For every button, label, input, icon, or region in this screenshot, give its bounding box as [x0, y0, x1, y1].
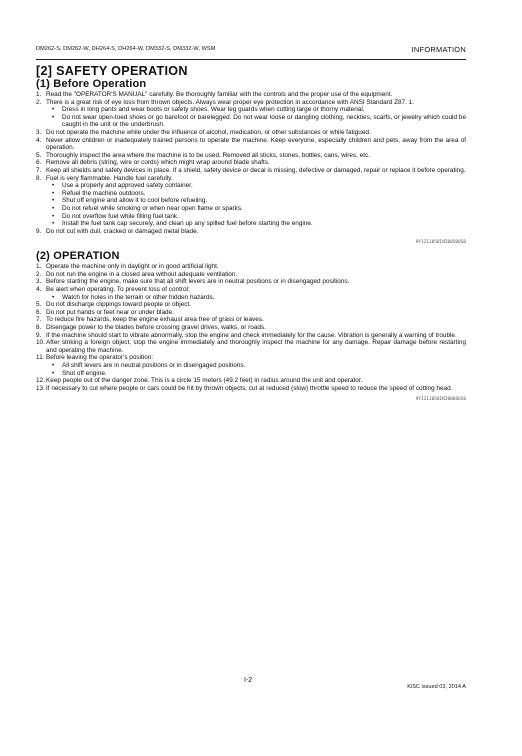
- item-text: Do not run the engine in a closed area without adequate ventilation.: [46, 270, 238, 278]
- list-item: [36, 324, 466, 332]
- item-number: 6.: [36, 159, 42, 167]
- item-text: Be alert when operating. To prevent loss of control:: [46, 286, 190, 294]
- before-operation-heading: (1) Before Operation: [36, 78, 147, 90]
- item-number: 12.: [36, 377, 45, 385]
- list-item: [36, 278, 466, 286]
- item-number: 3.: [36, 278, 42, 286]
- sub-item: [51, 114, 466, 129]
- sub-item-text: Do not refuel while smoking or when near open flame or sparks.: [62, 204, 243, 212]
- list-item: [36, 339, 466, 354]
- item-text: Do not cut with dull, cracked or damaged metal blade.: [46, 227, 199, 235]
- sub-item-text: Use a properly and approved safety container.: [62, 182, 193, 190]
- bullet-icon: •: [52, 362, 55, 369]
- bullet-icon: •: [52, 182, 55, 190]
- list-item: [36, 286, 466, 301]
- item-text: Operate the machine only in daylight or in good artificial light.: [46, 263, 219, 271]
- sub-item: [51, 294, 466, 302]
- bullet-icon: •: [52, 197, 55, 205]
- list-item: [36, 332, 466, 340]
- sub-item: [51, 362, 466, 370]
- item-text: Before starting the engine, make sure that all shift levers are in neutral positions or in disengaged positions.: [46, 278, 350, 286]
- item-text: Do not operate the machine while under the influence of alcohol, medication, or other substances or while fatigued.: [46, 128, 371, 136]
- item-text: Never allow children or inadequately trained persons to operate the machine. Keep everyone, especially children and pets, away from the area of operation.: [46, 136, 466, 152]
- item-text: If necessary to cut where people or cars could be hit by thrown objects, cut at reduced (slow) throttle speed to reduce the speed of cutting head.: [46, 384, 453, 392]
- item-text: Do not discharge clippings toward people or object.: [46, 301, 191, 309]
- sub-item: [51, 106, 466, 114]
- item-number: 11.: [36, 354, 45, 362]
- item-number: 2.: [36, 98, 42, 106]
- item-text: Disengage power to the blades before crossing gravel drives, walks, or roads.: [46, 324, 266, 332]
- item-text: After striking a foreign object, stop the engine immediately and thoroughly inspect the machine for any damage. Repair damage before restarting and operating the machine.: [46, 339, 466, 354]
- item-number: 8.: [36, 174, 42, 182]
- item-text: There is a great risk of eye loss from thrown objects. Always wear proper eye protection in accordance with ANSI Standard Z87. 1.: [46, 98, 414, 106]
- item-number: 7.: [36, 316, 42, 324]
- sub-item: [51, 190, 466, 198]
- bullet-icon: •: [52, 220, 55, 228]
- sub-item: [51, 205, 466, 213]
- item-text: Read the "OPERATOR'S MANUAL" carefully. Be thoroughly familiar with the controls and the proper use of the equipment.: [46, 91, 393, 98]
- list-item: [36, 152, 466, 160]
- sub-list: [46, 182, 466, 228]
- list-item: [36, 159, 466, 167]
- sub-item: [51, 182, 466, 190]
- item-text: Remove all debris (string, wire or cords) which might wrap around blade shafts.: [46, 159, 270, 167]
- item-text: If the machine should start to vibrate abnormally, stop the engine and check immediately for the cause. Vibration is generally a warning of trouble.: [46, 331, 457, 339]
- sub-item-text: Refuel the machine outdoors.: [62, 189, 146, 197]
- list-item: [36, 316, 466, 324]
- list-item: [36, 175, 466, 228]
- item-number: 1.: [36, 263, 42, 271]
- item-text: Thoroughly inspect the area where the machine is to be used. Removed all sticks, stones, bottles, cans, wires, etc.: [46, 151, 370, 159]
- sub-item-text: All shift levers are in neutral positions or in disengaged positions.: [62, 362, 246, 369]
- item-text: Fuel is very flammable. Handle fuel carefully.: [46, 174, 173, 182]
- sub-list: [46, 294, 466, 302]
- sub-item-text: Install the fuel tank cap securely, and clean up any spilled fuel before starting the engine.: [62, 220, 313, 228]
- list-item: [36, 354, 466, 377]
- issue-info: KiSC issued 03, 2014 A: [407, 684, 466, 690]
- list-item: [36, 167, 466, 175]
- item-number: 8.: [36, 324, 42, 332]
- item-number: 9.: [36, 331, 42, 339]
- sub-item-text: Do not overflow fuel while filling fuel tank.: [62, 212, 179, 220]
- item-number: 6.: [36, 308, 42, 316]
- bullet-icon: •: [52, 369, 55, 377]
- sub-item-text: Shut off engine and allow it to cool before refueling.: [62, 197, 208, 205]
- item-number: 2.: [36, 270, 42, 278]
- document-code: 9Y1211050INI0050US0: [415, 240, 466, 246]
- bullet-icon: •: [52, 212, 55, 220]
- item-number: 9.: [36, 227, 42, 235]
- item-text: Do not put hands or feet near or under blade.: [46, 308, 174, 316]
- list-item: [36, 377, 466, 385]
- document-code: 9Y1211050INI0060US0: [415, 397, 466, 403]
- list-item: [36, 301, 466, 309]
- item-number: 7.: [36, 166, 42, 174]
- model-list: DM262-S, DM262-W, DH264-S, DH264-W, DM332-S, DM332-W, WSM: [36, 46, 216, 52]
- item-text: To reduce fire hazards, keep the engine exhaust area free of grass or leaves.: [46, 316, 264, 324]
- list-item: [36, 137, 466, 152]
- sub-item-text: Shut off engine.: [62, 369, 107, 377]
- list-item: [36, 263, 466, 271]
- operation-list: [36, 263, 466, 392]
- section-name: INFORMATION: [411, 45, 466, 54]
- list-item: [36, 271, 466, 279]
- sub-item: [51, 197, 466, 205]
- main-content: [36, 64, 466, 404]
- bullet-icon: •: [52, 293, 55, 301]
- list-item: [36, 309, 466, 317]
- list-item: [36, 91, 466, 99]
- list-item: [36, 385, 466, 393]
- list-item: [36, 129, 466, 137]
- item-number: 1.: [36, 91, 42, 98]
- item-number: 13.: [36, 384, 45, 392]
- bullet-icon: •: [52, 189, 55, 197]
- sub-list: [46, 362, 466, 377]
- sub-item-text: Watch for holes in the terrain or other hidden hazards.: [62, 293, 215, 301]
- bullet-icon: •: [52, 113, 55, 121]
- item-number: 3.: [36, 128, 42, 136]
- before-operation-list: [36, 91, 466, 235]
- list-item: [36, 99, 466, 129]
- sub-item: [51, 370, 466, 378]
- item-text: Before leaving the operator's position:: [46, 354, 154, 362]
- page-header: [36, 46, 466, 60]
- item-number: 4.: [36, 286, 42, 294]
- page-title: [2] SAFETY OPERATION: [36, 64, 188, 78]
- item-number: 10.: [36, 339, 45, 347]
- bullet-icon: •: [52, 106, 55, 114]
- bullet-icon: •: [52, 204, 55, 212]
- sub-item: [51, 213, 466, 221]
- item-text: Keep people out of the danger zone. This is a circle 15 meters (49.2 feet) in radius around the unit and operator.: [46, 377, 363, 385]
- sub-item-text: Do not wear open-toed shoes or go barefoot or barelegged. Do not wear loose or dangling clothing, neckties, scarfs, or jewelry which could be caught in the unit or the underbrush.: [62, 113, 466, 129]
- item-number: 4.: [36, 136, 42, 144]
- list-item: [36, 228, 466, 236]
- operation-heading: (2) OPERATION: [36, 250, 120, 263]
- page-number: I-2: [244, 677, 253, 684]
- item-text: Keep all shields and safety devices in place. If a shield, safety device or decal is missing, defective or damaged, repair or replace it before operating.: [46, 166, 466, 174]
- item-number: 5.: [36, 301, 42, 309]
- item-number: 5.: [36, 151, 42, 159]
- sub-list: [46, 106, 466, 129]
- sub-item-text: Dress in long pants and wear boots or safety shoes. Wear leg guards when cutting large or thorny material.: [62, 106, 365, 114]
- sub-item: [51, 220, 466, 228]
